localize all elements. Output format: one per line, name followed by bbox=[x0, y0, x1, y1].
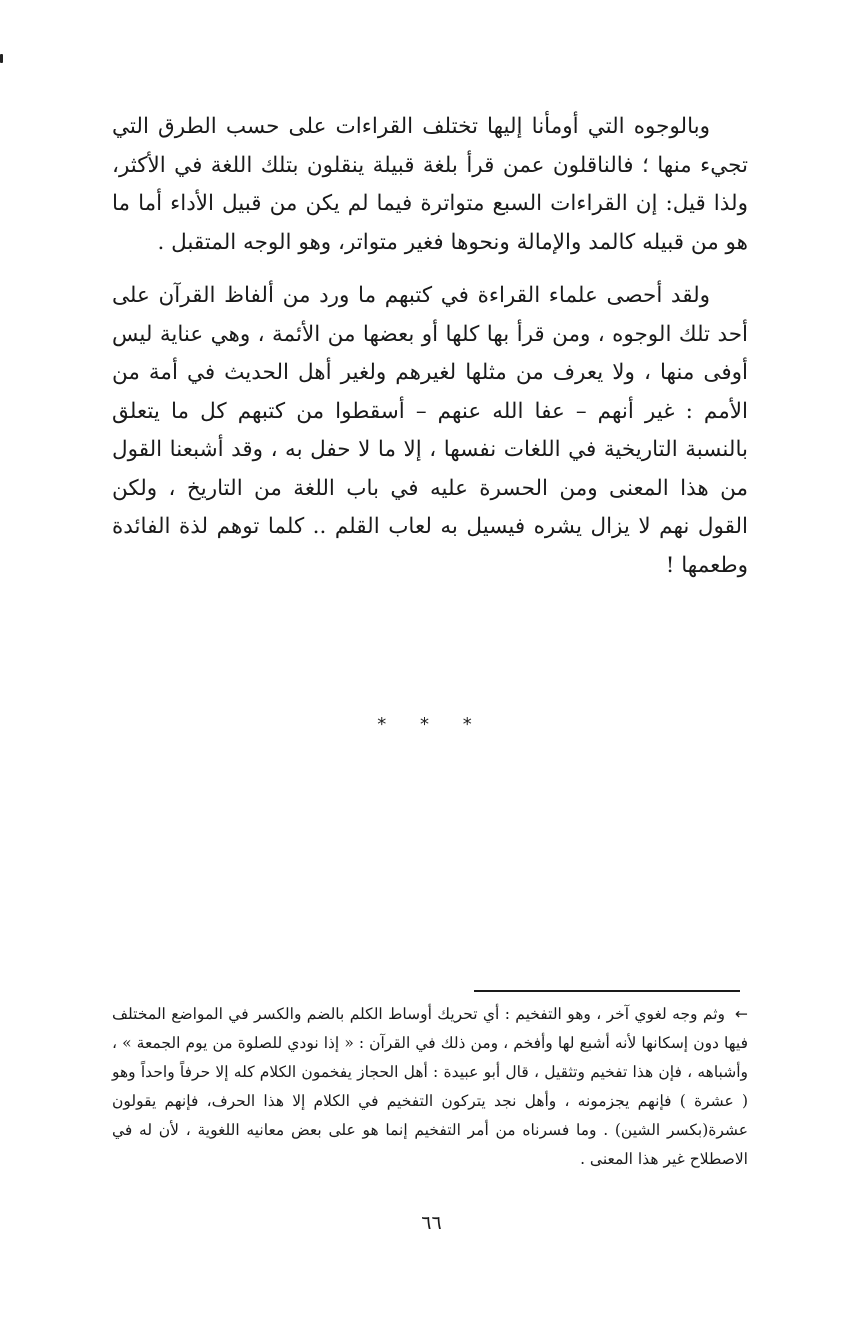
paragraph-2: ولقد أحصى علماء القراءة في كتبهم ما ورد من ألفاظ القرآن على أحد تلك الوجوه ، ومن قرأ بها كلها أو بعضها من الأئمة ، وهي عناية ليس أوفى منها ، ولا يعرف من مثلها لغيرهم ولغير أهل الحديث في أمة من الأمم : غير أنهم – عفا الله عنهم – أسقطوا من كتبهم كل ما يتعلق بالنسبة التاريخية في اللغات نفسها ، إلا ما لا حفل به ، وقد أشبعنا القول من هذا المعنى ومن الحسرة عليه في باب اللغة من التاريخ ، ولكن القول نهم لا يزال يشره فيسيل به لعاب القلم .. كلما توهم لذة الفائدة وطعمها ! bbox=[112, 283, 748, 578]
paragraph-1: وبالوجوه التي أومأنا إليها تختلف القراءات على حسب الطرق التي تجيء منها ؛ فالناقلون عمن قرأ بلغة قبيلة ينقلون بتلك اللغة في الأكثر، ولذا قيل: إن القراءات السبع متواترة فيما لم يكن من قبيل الأداء أما ما هو من قبيله كالمد والإمالة ونحوها فغير متواتر، وهو الوجه المتقبل . bbox=[112, 114, 748, 255]
page-number: ٦٦ bbox=[421, 1212, 442, 1234]
footnote-paragraph bbox=[112, 1000, 748, 1174]
scan-edge-mark bbox=[0, 54, 3, 63]
section-separator: * * * bbox=[377, 714, 486, 735]
footnote-text: وثم وجه لغوي آخر ، وهو التفخيم : أي تحريك أوساط الكلم بالضم والكسر في المواضع المختلف فيها دون إسكانها لأنه أشبع لها وأفخم ، ومن ذلك في القرآن : « إذا نودي للصلوة من يوم الجمعة » ، وأشباهه ، فإن هذا تفخيم وتثقيل ، قال أبو عبيدة : أهل الحجاز يفخمون الكلام كله إلا حرفاً واحداً وهو ( عشرة ) فإنهم يجزمونه ، وأهل نجد يتركون التفخيم في الكلام إلا هذا الحرف، فإنهم يقولون عشرة(بكسر الشين) . وما فسرناه من أمر التفخيم إنما هو على بعض معانيه اللغوية ، لأن له في الاصطلاح غير هذا المعنى . bbox=[112, 1005, 748, 1168]
footnote-rule bbox=[474, 990, 740, 992]
main-text bbox=[112, 108, 748, 585]
footnotes bbox=[112, 1000, 748, 1174]
footnote-arrow-icon: ← bbox=[735, 1005, 748, 1023]
